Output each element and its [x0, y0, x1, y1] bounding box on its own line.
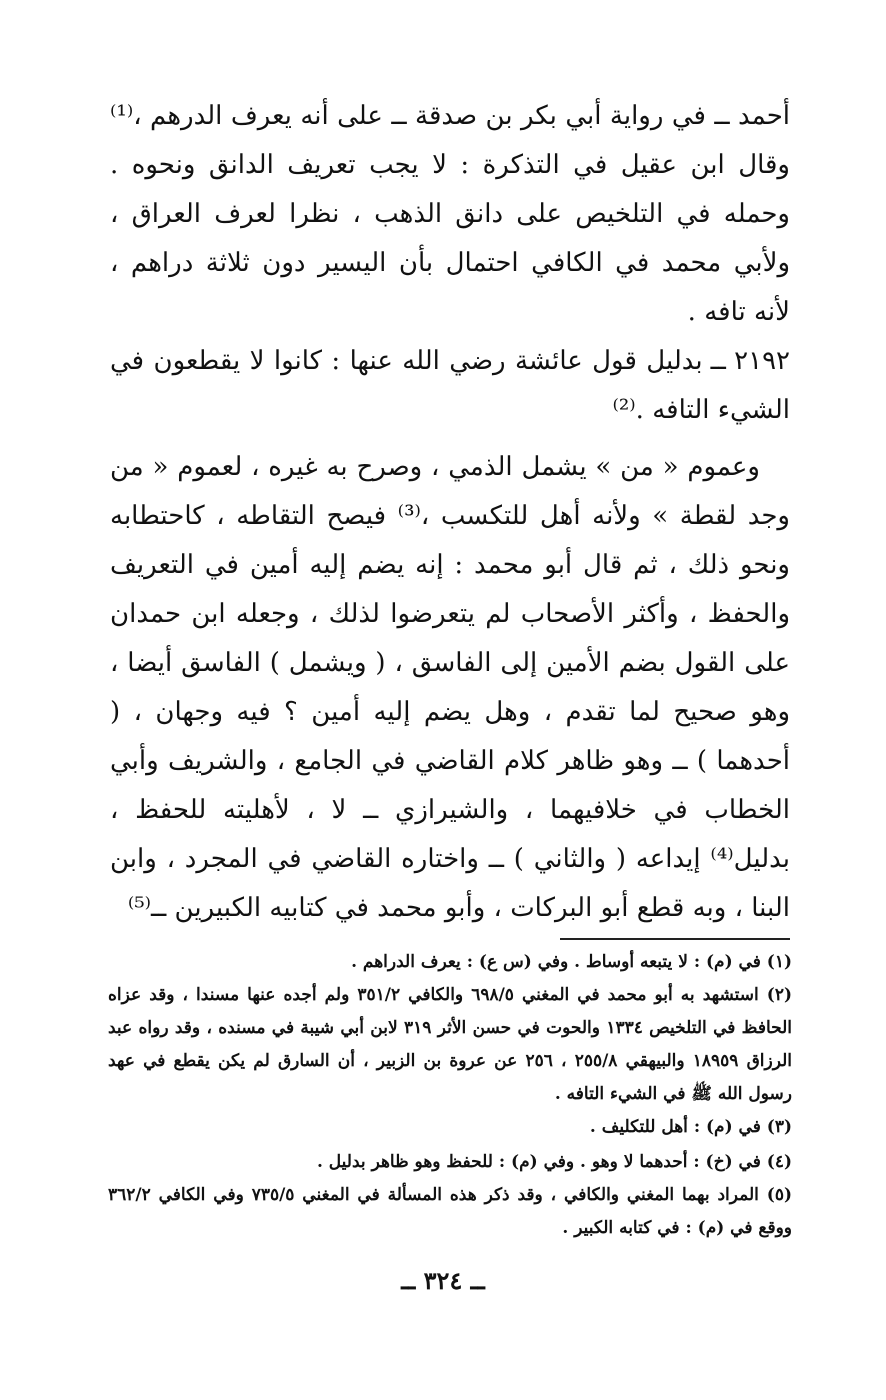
footnote-5: (٥) المراد بهما المغني والكافي ، وقد ذكر هذه المسألة في المغني ٧٣٥/٥ وفي الكافي ٣٦٢/٢ ووقع في (م) : في كتابه الكبير .: [108, 1185, 793, 1238]
page-number: ــ ٣٢٤ ــ: [401, 1266, 485, 1295]
footnote-2: (٢) استشهد به أبو محمد في المغني ٦٩٨/٥ والكافي ٣٥١/٢ ولم أجده عنها مسندا ، وقد عزاه الحافظ في التلخيص ١٣٣٤ والحوت في حسن الأثر ٣١٩ لابن أبي شيبة في مسنده ، وقد رواه عبد الرزاق ١٨٩٥٩ والبيهقي ٢٥٥/٨ ، ٢٥٦ عن عروة بن الزبير ، أن السارق لم يكن يقطع في عهد رسول الله ﷺ في الشيء التافه .: [108, 985, 793, 1104]
paragraph-continued: أحمد ــ في رواية أبي بكر بن صدقة ــ على أنه يعرف الدرهم ،⁽¹⁾ وقال ابن عقيل في التذكرة : لا يجب تعريف الدانق ونحوه . وحمله في التلخيص على دانق الذهب ، نظرا لعرف العراق ، ولأبي محمد في الكافي احتمال بأن اليسير دون ثلاثة دراهم ، لأنه تافه .: [110, 101, 790, 327]
footnote-3: (٣) في (م) : أهل للتكليف .: [589, 1117, 792, 1137]
entry-text: بدليل قول عائشة رضي الله عنها : كانوا لا يقطعون في الشيء التافه .⁽²⁾: [110, 346, 790, 425]
entry-number: ٢١٩٢ ــ: [710, 346, 790, 376]
numbered-entry: [110, 337, 790, 435]
paragraph-commentary: وعموم « من » يشمل الذمي ، وصرح به غيره ، لعموم « من وجد لقطة » ولأنه أهل للتكسب ،⁽³⁾ فيصح التقاطه ، كاحتطابه ونحو ذلك ، ثم قال أبو محمد : إنه يضم إليه أمين في التعريف والحفظ ، وأكثر الأصحاب لم يتعرضوا لذلك ، وجعله ابن حمدان على القول بضم الأمين إلى الفاسق ، ( ويشمل ) الفاسق أيضا ، وهو صحيح لما تقدم ، وهل يضم إليه أمين ؟ فيه وجهان ، ( أحدهما ) ــ وهو ظاهر كلام القاضي في الجامع ، والشريف وأبي الخطاب في خلافيهما ، والشيرازي ــ لا ، لأهليته للحفظ ، بدليل⁽⁴⁾ إيداعه ( والثاني ) ــ واختاره القاضي في المجرد ، وابن البنا ، وبه قطع أبو البركات ، وأبو محمد في كتابيه الكبيرين ــ⁽⁵⁾: [110, 452, 790, 923]
footnote-1: (١) في (م) : لا يتبعه أوساط . وفي (س ع) : يعرف الدراهم .: [351, 952, 792, 972]
footnotes: [108, 946, 792, 1245]
main-text: [110, 92, 790, 933]
footnote-4: (٤) في (خ) : أحدهما لا وهو . وفي (م) : للحفظ وهو ظاهر بدليل .: [316, 1152, 792, 1172]
footnote-separator: [560, 938, 790, 940]
